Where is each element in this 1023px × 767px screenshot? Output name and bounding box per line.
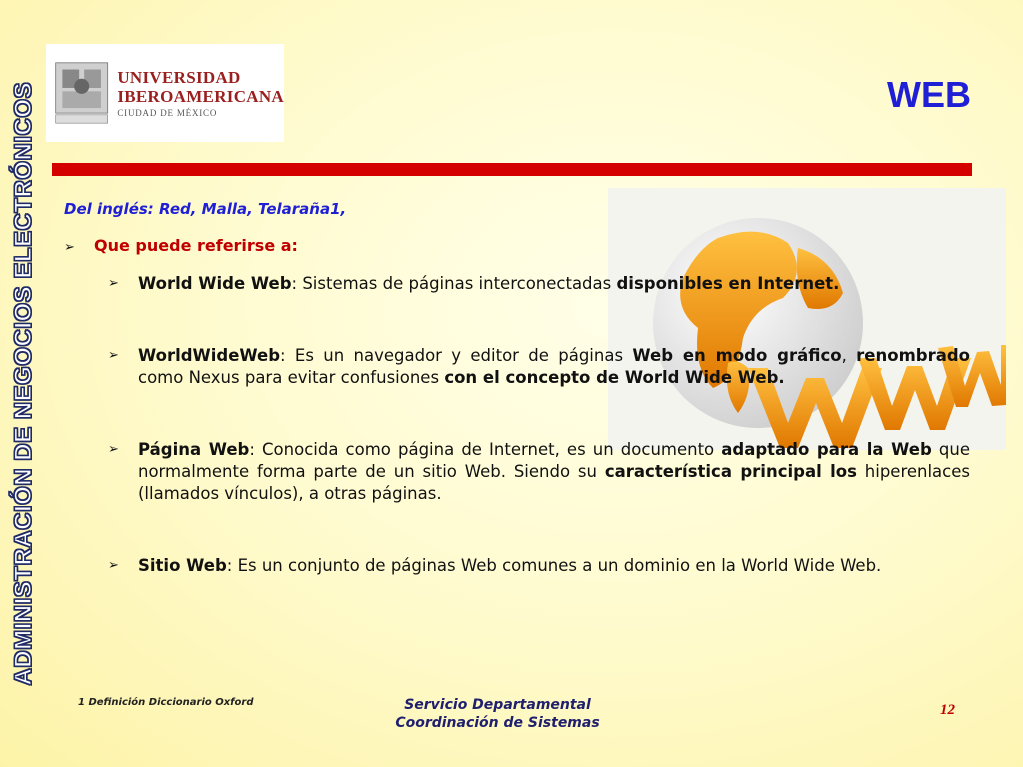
slide-title: WEB	[887, 74, 971, 115]
university-name	[117, 68, 284, 118]
title-divider-bar	[52, 163, 972, 176]
bullet-body	[138, 345, 970, 389]
footnote: 1 Definición Diccionario Oxford	[78, 697, 254, 708]
bullet-level1	[64, 236, 970, 255]
vertical-course-title	[0, 0, 48, 767]
arrow-bullet-icon: ➢	[108, 442, 119, 457]
footer-line2: Coordinación de Sistemas	[395, 715, 600, 731]
bullet-body	[138, 439, 970, 505]
bullet-worldwideweb	[108, 345, 970, 389]
text: que normalmente forma parte de un sitio Web. Siendo su	[138, 440, 970, 481]
university-seal-icon	[54, 55, 109, 131]
text: hiperenlaces (llamados vínculos), a otras páginas.	[138, 462, 970, 503]
term: World Wide Web	[138, 274, 292, 293]
definition-intro: Del inglés: Red, Malla, Telaraña1,	[64, 200, 347, 218]
text: : Es un conjunto de páginas Web comunes a un dominio en la World Wide Web.	[226, 556, 882, 575]
bullet-sitio-web	[108, 555, 970, 577]
term: WorldWideWeb	[138, 346, 281, 365]
bullet-body	[138, 555, 970, 577]
text: : Es un navegador y editor de páginas	[280, 346, 633, 365]
bullet-body	[138, 273, 970, 295]
text: ,	[841, 346, 857, 365]
emphasis: característica principal los	[604, 462, 857, 481]
emphasis: renombrado	[856, 346, 971, 365]
term: Sitio Web	[138, 556, 227, 575]
logo-line2: IBEROAMERICANA	[117, 87, 284, 106]
slide-content	[64, 200, 970, 577]
logo-line1: UNIVERSIDAD	[117, 68, 241, 87]
arrow-bullet-icon: ➢	[108, 558, 119, 573]
text: : Sistemas de páginas interconectadas	[291, 274, 617, 293]
page-number: 12	[940, 702, 955, 718]
text: : Conocida como página de Internet, es un documento	[249, 440, 722, 459]
text: como Nexus para evitar confusiones	[138, 368, 445, 387]
emphasis: adaptado para la Web	[721, 440, 932, 459]
vertical-course-title-text: ADMINISTRACIÓN DE NEGOCIOS ELECTRÓNICOS	[10, 81, 37, 686]
bullet-pagina-web	[108, 439, 970, 505]
logo-line3: CIUDAD DE MÉXICO	[117, 108, 218, 118]
arrow-bullet-icon: ➢	[64, 240, 75, 255]
bullet-world-wide-web	[108, 273, 970, 295]
footer-line1: Servicio Departamental	[404, 697, 591, 713]
bullet-level1-text: Que puede referirse a:	[94, 236, 298, 255]
footer-department	[355, 696, 640, 732]
arrow-bullet-icon: ➢	[108, 276, 119, 291]
emphasis: Web en modo gráfico	[632, 346, 842, 365]
emphasis: con el concepto de World Wide Web.	[444, 368, 785, 387]
emphasis: disponibles en Internet.	[616, 274, 840, 293]
arrow-bullet-icon: ➢	[108, 348, 119, 363]
term: Página Web	[138, 440, 250, 459]
university-logo	[46, 44, 284, 142]
